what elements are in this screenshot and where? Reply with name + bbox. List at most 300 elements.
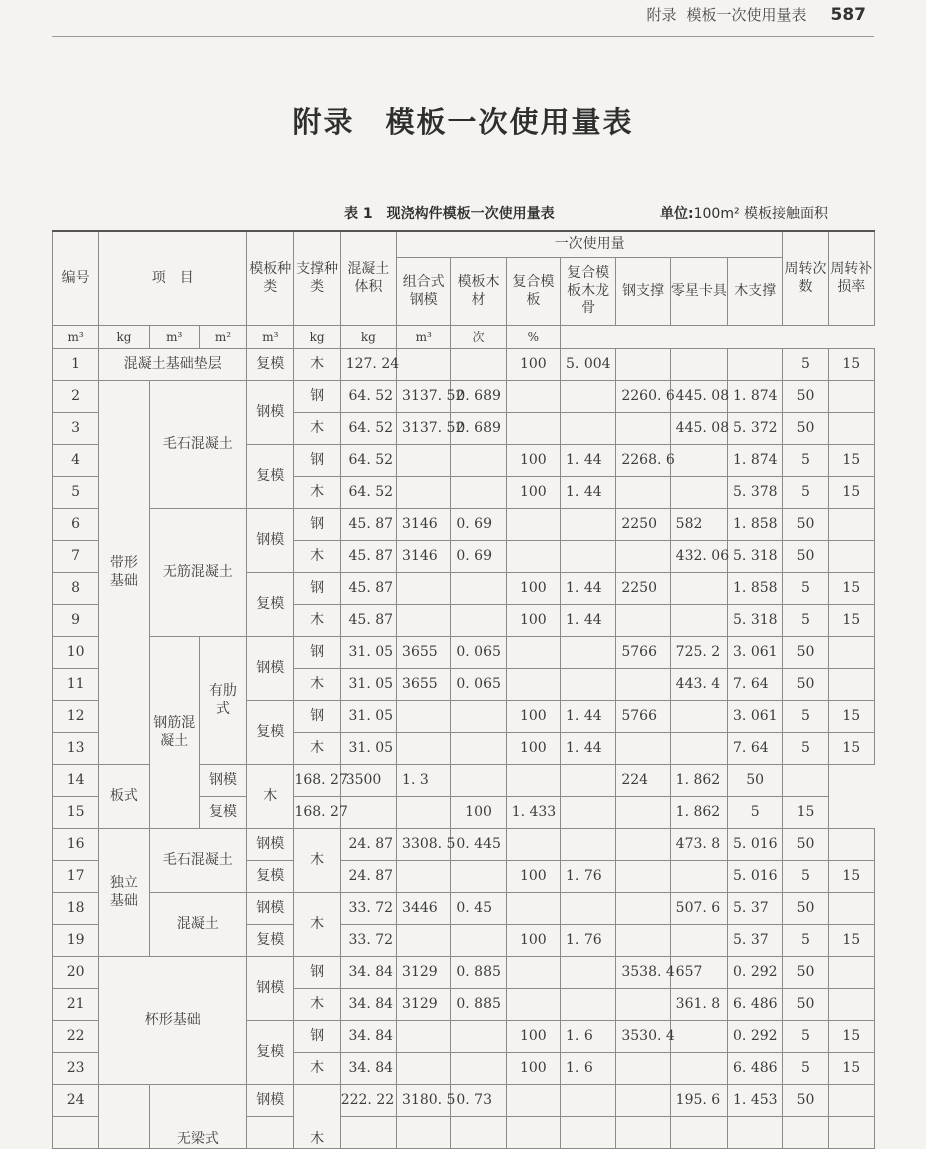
- row-timber: [397, 797, 451, 829]
- row-wood-support: 5. 37: [728, 893, 783, 925]
- group-beamless: 无梁式: [149, 1085, 247, 1149]
- header-steel-mold: 组合式钢模: [397, 258, 451, 326]
- unit-label: 单位:: [660, 206, 694, 222]
- row-wood-support: 5. 016: [728, 861, 783, 893]
- row-steel-support: [616, 349, 670, 381]
- row-steel-mold: [397, 861, 451, 893]
- row-support: 钢: [294, 381, 340, 413]
- row-no: 19: [53, 925, 99, 957]
- row-loss: 15: [828, 925, 874, 957]
- row-wood-support: 3. 061: [728, 701, 783, 733]
- row-steel-mold: 3655: [397, 669, 451, 701]
- row-volume: 33. 72: [340, 893, 396, 925]
- row-turnover: 5: [783, 445, 828, 477]
- row-steel-mold: [397, 1021, 451, 1053]
- row-turnover: 5: [783, 573, 828, 605]
- row-composite: [506, 989, 560, 1021]
- row-timber: 0. 885: [451, 957, 506, 989]
- row-composite: [506, 669, 560, 701]
- row-keel: 1. 44: [561, 733, 616, 765]
- row-wood-support: 6. 486: [728, 989, 783, 1021]
- running-head: [646, 4, 866, 28]
- row-steel-mold: 3180. 5: [397, 1085, 451, 1117]
- running-head-title: 模板一次使用量表: [686, 6, 807, 24]
- row-turnover: 5: [783, 701, 828, 733]
- row-timber: [451, 1021, 506, 1053]
- row-steel-support: [616, 925, 670, 957]
- row-wood-support: [728, 1117, 783, 1149]
- row-mold: 复模: [247, 573, 294, 637]
- row-support: 木: [294, 541, 340, 573]
- row-support: 木: [247, 765, 294, 829]
- row-keel: [561, 1085, 616, 1117]
- row-steel-support: 3530. 4: [616, 1021, 670, 1053]
- row-steel-mold: 3146: [397, 541, 451, 573]
- row-mold: 钢模: [247, 829, 294, 861]
- row-fastener: [670, 1117, 727, 1149]
- row-loss: 15: [828, 477, 874, 509]
- formwork-usage-table: [52, 230, 875, 1149]
- unit-cell: kg: [99, 326, 149, 349]
- row-fastener: [670, 861, 727, 893]
- row-keel: [506, 765, 560, 797]
- row-steel-mold: [397, 1053, 451, 1085]
- row-keel: 1. 76: [561, 861, 616, 893]
- row-no: 15: [53, 797, 99, 829]
- row-mold: 复模: [247, 701, 294, 765]
- row-volume: 34. 84: [340, 989, 396, 1021]
- group-concrete: 混凝土: [149, 893, 247, 957]
- row-wood-support: 0. 292: [728, 1021, 783, 1053]
- row-steel-support: [561, 797, 616, 829]
- row-volume: 45. 87: [340, 605, 396, 637]
- group-plain-concrete: 无筋混凝土: [149, 509, 247, 637]
- row-fastener: [670, 701, 727, 733]
- row-volume: 64. 52: [340, 477, 396, 509]
- row-wood-support: 7. 64: [728, 669, 783, 701]
- row-composite: [506, 957, 560, 989]
- row-support: 木: [294, 413, 340, 445]
- row-keel: [561, 829, 616, 861]
- row-volume: 24. 87: [340, 829, 396, 861]
- row-loss: 15: [828, 605, 874, 637]
- row-steel-mold: [397, 701, 451, 733]
- row-timber: 0. 885: [451, 989, 506, 1021]
- table-caption: 表 1 现浇构件模板一次使用量表: [344, 206, 555, 222]
- row-support: 木: [294, 893, 340, 957]
- row-no: 16: [53, 829, 99, 861]
- row-fastener: 507. 6: [670, 893, 727, 925]
- row-turnover: 50: [783, 957, 828, 989]
- row-volume: 222. 22: [340, 1085, 396, 1117]
- row-no: 6: [53, 509, 99, 541]
- row-loss: [828, 637, 874, 669]
- row-no: 4: [53, 445, 99, 477]
- row-support: 钢: [294, 573, 340, 605]
- row-steel-support: [616, 477, 670, 509]
- row-mold: 钢模: [247, 893, 294, 925]
- row-wood-support: 1. 874: [728, 445, 783, 477]
- row-support: 木: [294, 1085, 340, 1149]
- row-item: 混凝土基础垫层: [99, 349, 247, 381]
- row-fastener: [616, 797, 670, 829]
- row-mold: 复模: [247, 1021, 294, 1085]
- row-keel: 1. 44: [561, 445, 616, 477]
- row-timber: [451, 445, 506, 477]
- row-keel: [561, 1117, 616, 1149]
- row-wood-support: 1. 858: [728, 573, 783, 605]
- row-loss: 15: [828, 573, 874, 605]
- group-rubble-concrete: 毛石混凝土: [149, 381, 247, 509]
- row-wood-support: 0. 292: [728, 957, 783, 989]
- header-fastener: 零星卡具: [670, 258, 727, 326]
- row-wood-support: 5. 372: [728, 413, 783, 445]
- row-loss: 15: [783, 797, 828, 829]
- row-steel-support: [561, 765, 616, 797]
- row-turnover: 50: [783, 989, 828, 1021]
- row-composite: [506, 1117, 560, 1149]
- row-volume: 64. 52: [340, 381, 396, 413]
- header-composite: 复合模板: [506, 258, 560, 326]
- row-timber: 0. 689: [451, 413, 506, 445]
- row-mold: 复模: [247, 861, 294, 893]
- row-wood-support: 6. 486: [728, 1053, 783, 1085]
- row-turnover: 50: [783, 669, 828, 701]
- table-row: [53, 349, 875, 381]
- row-no: 24: [53, 1085, 99, 1117]
- table-row: [53, 829, 875, 861]
- row-steel-mold: [397, 1117, 451, 1149]
- row-wood-support: 5. 318: [728, 605, 783, 637]
- row-composite: 100: [506, 701, 560, 733]
- page-number: 587: [830, 5, 866, 25]
- row-loss: 15: [828, 349, 874, 381]
- row-no: 14: [53, 765, 99, 797]
- row-composite: 100: [506, 477, 560, 509]
- row-no: [53, 1117, 99, 1149]
- row-turnover: 50: [783, 413, 828, 445]
- group-blank: [99, 1085, 149, 1149]
- row-timber: [451, 701, 506, 733]
- row-keel: 1. 433: [506, 797, 560, 829]
- row-composite: 100: [506, 605, 560, 637]
- row-timber: 0. 73: [451, 1085, 506, 1117]
- row-no: 2: [53, 381, 99, 413]
- row-timber: 1. 3: [397, 765, 451, 797]
- row-timber: [451, 861, 506, 893]
- row-composite: 100: [506, 1021, 560, 1053]
- table-unit: [660, 203, 828, 223]
- header-no: 编号: [53, 231, 99, 326]
- row-mold: 复模: [247, 445, 294, 509]
- row-turnover: 50: [783, 1085, 828, 1117]
- row-timber: 0. 445: [451, 829, 506, 861]
- row-wood-support: 5. 016: [728, 829, 783, 861]
- row-wood-support: 5. 378: [728, 477, 783, 509]
- header-volume: 混凝土体积: [340, 231, 396, 326]
- row-turnover: 5: [783, 349, 828, 381]
- row-turnover: [783, 1117, 828, 1149]
- unit-value: 100m² 模板接触面积: [693, 206, 829, 222]
- row-steel-mold: 3655: [397, 637, 451, 669]
- row-keel: 1. 6: [561, 1021, 616, 1053]
- row-composite: [506, 1085, 560, 1117]
- row-turnover: 50: [728, 765, 783, 797]
- row-turnover: 5: [783, 477, 828, 509]
- row-steel-mold: [397, 477, 451, 509]
- row-no: 23: [53, 1053, 99, 1085]
- row-turnover: 5: [783, 733, 828, 765]
- row-fastener: [670, 1021, 727, 1053]
- row-loss: [828, 957, 874, 989]
- row-steel-support: 2260. 6: [616, 381, 670, 413]
- row-mold: 钢模: [247, 381, 294, 445]
- row-no: 22: [53, 1021, 99, 1053]
- header-mold: 模板种类: [247, 231, 294, 326]
- row-composite: [506, 637, 560, 669]
- unit-row: [53, 326, 875, 349]
- row-volume: 24. 87: [340, 861, 396, 893]
- row-turnover: 50: [783, 381, 828, 413]
- row-volume: 31. 05: [340, 637, 396, 669]
- row-wood-support: 1. 858: [728, 509, 783, 541]
- row-no: 13: [53, 733, 99, 765]
- row-support: 钢: [294, 445, 340, 477]
- row-steel-mold: 3129: [397, 957, 451, 989]
- unit-cell: m²: [199, 326, 246, 349]
- row-timber: [451, 349, 506, 381]
- row-fastener: [670, 477, 727, 509]
- row-loss: 15: [828, 733, 874, 765]
- row-keel: 1. 44: [561, 701, 616, 733]
- row-loss: [828, 1085, 874, 1117]
- row-support: 木: [294, 733, 340, 765]
- row-loss: [828, 509, 874, 541]
- row-support: 钢: [294, 957, 340, 989]
- row-keel: [561, 669, 616, 701]
- row-no: 17: [53, 861, 99, 893]
- row-no: 1: [53, 349, 99, 381]
- table-row: [53, 893, 875, 925]
- row-composite: [506, 893, 560, 925]
- row-steel-mold: 3500: [340, 765, 396, 797]
- row-volume: 45. 87: [340, 541, 396, 573]
- row-steel-support: 2250: [616, 573, 670, 605]
- row-volume: 168. 27: [294, 797, 340, 829]
- row-timber: [451, 733, 506, 765]
- header-usage: 一次使用量: [397, 231, 783, 258]
- row-timber: [451, 477, 506, 509]
- row-steel-support: [616, 413, 670, 445]
- row-keel: 5. 004: [561, 349, 616, 381]
- row-volume: 64. 52: [340, 413, 396, 445]
- unit-cell: %: [506, 326, 560, 349]
- row-keel: 1. 6: [561, 1053, 616, 1085]
- row-no: 8: [53, 573, 99, 605]
- row-no: 10: [53, 637, 99, 669]
- row-loss: [828, 541, 874, 573]
- row-fastener: 195. 6: [670, 1085, 727, 1117]
- row-volume: 45. 87: [340, 573, 396, 605]
- row-wood-support: 1. 862: [670, 765, 727, 797]
- row-timber: [451, 1053, 506, 1085]
- row-steel-support: 3538. 4: [616, 957, 670, 989]
- row-fastener: 445. 08: [670, 413, 727, 445]
- row-mold: 钢模: [247, 509, 294, 573]
- page-title: 附录 模板一次使用量表: [292, 105, 634, 139]
- row-support: 钢: [294, 637, 340, 669]
- row-composite: 100: [451, 797, 506, 829]
- row-volume: 34. 84: [340, 957, 396, 989]
- row-support: 钢: [294, 701, 340, 733]
- row-composite: 100: [506, 861, 560, 893]
- row-loss: 15: [828, 861, 874, 893]
- row-steel-support: [616, 1085, 670, 1117]
- row-loss: [828, 413, 874, 445]
- row-volume: 127. 24: [340, 349, 396, 381]
- row-turnover: 50: [783, 829, 828, 861]
- row-fastener: 473. 8: [670, 829, 727, 861]
- row-no: 11: [53, 669, 99, 701]
- table-row: [53, 381, 875, 413]
- group-strip-foundation: 带形基础: [99, 381, 149, 765]
- row-fastener: [670, 1053, 727, 1085]
- row-volume: 33. 72: [340, 925, 396, 957]
- row-loss: [783, 765, 828, 797]
- row-timber: [451, 605, 506, 637]
- row-support: 木: [294, 1053, 340, 1085]
- row-fastener: [670, 445, 727, 477]
- row-keel: [561, 509, 616, 541]
- row-wood-support: 1. 453: [728, 1085, 783, 1117]
- row-wood-support: 3. 061: [728, 637, 783, 669]
- row-composite: [506, 509, 560, 541]
- row-fastener: 725. 2: [670, 637, 727, 669]
- row-steel-mold: 3446: [397, 893, 451, 925]
- header-turnover: 周转次数: [783, 231, 828, 326]
- row-volume: 64. 52: [340, 445, 396, 477]
- group-isolated-rubble: 毛石混凝土: [149, 829, 247, 893]
- row-steel-support: 2250: [616, 509, 670, 541]
- row-timber: 0. 69: [451, 509, 506, 541]
- row-no: 18: [53, 893, 99, 925]
- row-steel-support: [616, 1053, 670, 1085]
- row-loss: [828, 829, 874, 861]
- row-timber: [451, 1117, 506, 1149]
- row-steel-mold: [397, 605, 451, 637]
- row-fastener: [670, 733, 727, 765]
- row-composite: 100: [506, 733, 560, 765]
- row-steel-mold: [397, 349, 451, 381]
- row-mold: [247, 1117, 294, 1149]
- row-support: 木: [294, 989, 340, 1021]
- row-timber: 0. 065: [451, 637, 506, 669]
- row-composite: 100: [506, 349, 560, 381]
- row-mold: 钢模: [199, 765, 246, 797]
- row-mold: 钢模: [247, 1085, 294, 1117]
- row-keel: [561, 989, 616, 1021]
- row-fastener: [670, 605, 727, 637]
- row-steel-support: [616, 669, 670, 701]
- row-steel-mold: 3137. 52: [397, 413, 451, 445]
- row-turnover: 5: [783, 1053, 828, 1085]
- row-steel-support: [616, 733, 670, 765]
- row-loss: [828, 381, 874, 413]
- row-fastener: [670, 925, 727, 957]
- row-composite: [451, 765, 506, 797]
- table-row: [53, 957, 875, 989]
- row-support: 木: [294, 829, 340, 893]
- row-fastener: [670, 349, 727, 381]
- row-composite: [506, 381, 560, 413]
- row-loss: [828, 989, 874, 1021]
- table-row: [53, 637, 875, 669]
- row-keel: [561, 957, 616, 989]
- row-turnover: 5: [728, 797, 783, 829]
- row-volume: 31. 05: [340, 669, 396, 701]
- group-rc: 钢筋混凝土: [149, 637, 199, 829]
- row-wood-support: 1. 862: [670, 797, 727, 829]
- row-steel-support: [616, 989, 670, 1021]
- group-isolated-foundation: 独立基础: [99, 829, 149, 957]
- row-composite: [506, 541, 560, 573]
- row-steel-support: 5766: [616, 637, 670, 669]
- row-wood-support: 1. 874: [728, 381, 783, 413]
- row-loss: [828, 669, 874, 701]
- row-steel-mold: 3129: [397, 989, 451, 1021]
- row-turnover: 5: [783, 605, 828, 637]
- row-turnover: 50: [783, 893, 828, 925]
- row-wood-support: 5. 37: [728, 925, 783, 957]
- row-mold: 复模: [247, 925, 294, 957]
- row-composite: 100: [506, 445, 560, 477]
- row-steel-mold: [340, 797, 396, 829]
- row-steel-support: 5766: [616, 701, 670, 733]
- table-row: [53, 1085, 875, 1117]
- header-support: 支撑种类: [294, 231, 340, 326]
- row-turnover: 5: [783, 1021, 828, 1053]
- row-loss: 15: [828, 1053, 874, 1085]
- row-no: 7: [53, 541, 99, 573]
- unit-cell: kg: [340, 326, 396, 349]
- row-steel-support: [616, 1117, 670, 1149]
- row-support: 钢: [294, 509, 340, 541]
- row-volume: [340, 1117, 396, 1149]
- row-timber: 0. 69: [451, 541, 506, 573]
- row-turnover: 50: [783, 637, 828, 669]
- row-no: 21: [53, 989, 99, 1021]
- row-steel-support: [616, 829, 670, 861]
- header-divider: [52, 36, 874, 37]
- row-fastener: 657: [670, 957, 727, 989]
- row-keel: [561, 541, 616, 573]
- row-loss: [828, 893, 874, 925]
- row-steel-support: [616, 605, 670, 637]
- group-slab: 板式: [99, 765, 149, 829]
- header-row-1: [53, 231, 875, 258]
- row-keel: 1. 44: [561, 605, 616, 637]
- row-no: 3: [53, 413, 99, 445]
- row-keel: [561, 637, 616, 669]
- row-steel-mold: [397, 733, 451, 765]
- row-wood-support: [728, 349, 783, 381]
- unit-cell: 次: [451, 326, 506, 349]
- header-composite-keel: 复合模板木龙骨: [561, 258, 616, 326]
- unit-cell: m³: [149, 326, 199, 349]
- row-turnover: 50: [783, 509, 828, 541]
- row-keel: [561, 413, 616, 445]
- row-loss: 15: [828, 445, 874, 477]
